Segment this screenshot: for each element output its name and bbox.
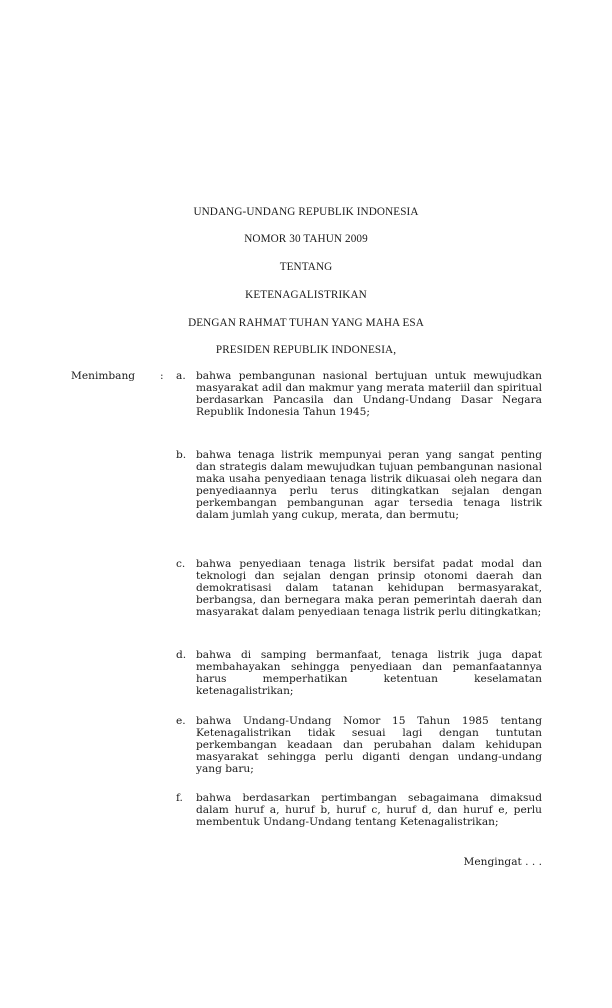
- law-subject: KETENAGALISTRIKAN: [245, 289, 367, 301]
- invocation: DENGAN RAHMAT TUHAN YANG MAHA ESA: [188, 317, 424, 329]
- item-letter: d.: [176, 649, 187, 661]
- section-colon: :: [160, 370, 164, 382]
- consideration-item: [176, 370, 542, 418]
- item-text: bahwa berdasarkan pertimbangan sebagaimana dimaksud dalam huruf a, huruf b, huruf c, huruf d, dan huruf e, perlu membentuk Undang-Undang tentang Ketenagalistrikan;: [196, 792, 542, 828]
- consideration-item: [176, 715, 542, 775]
- item-text: bahwa pembangunan nasional bertujuan untuk mewujudkan masyarakat adil dan makmur yang merata materiil dan spiritual berdasarkan Pancasila dan Undang-Undang Dasar Negara Republik Indonesia Tahun 1945;: [196, 370, 542, 418]
- consideration-item: [176, 649, 542, 697]
- continuation-marker: Mengingat . . .: [463, 856, 542, 868]
- consideration-item: [176, 449, 542, 521]
- law-number: NOMOR 30 TAHUN 2009: [244, 233, 368, 245]
- item-letter: c.: [176, 558, 186, 570]
- section-label-menimbang: Menimbang: [71, 370, 136, 382]
- item-text: bahwa Undang-Undang Nomor 15 Tahun 1985 tentang Ketenagalistrikan tidak sesuai lagi dengan tuntutan perkembangan keadaan dan perubahan dalam kehidupan masyarakat sehingga perlu diganti dengan undang-undang yang baru;: [196, 715, 542, 775]
- item-letter: a.: [176, 370, 186, 382]
- item-letter: e.: [176, 715, 186, 727]
- consideration-item: [176, 558, 542, 618]
- law-title: UNDANG-UNDANG REPUBLIK INDONESIA: [193, 206, 419, 218]
- item-text: bahwa tenaga listrik mempunyai peran yang sangat penting dan strategis dalam mewujudkan tujuan pembangunan nasional maka usaha penyediaan tenaga listrik dikuasai oleh negara dan penyediaannya perlu terus ditingkatkan sejalan dengan perkembangan pembangunan agar tersedia tenaga listrik dalam jumlah yang cukup, merata, dan bermutu;: [196, 449, 542, 521]
- item-letter: f.: [176, 792, 183, 804]
- president-heading: PRESIDEN REPUBLIK INDONESIA,: [215, 344, 397, 356]
- law-about: TENTANG: [279, 261, 333, 273]
- item-letter: b.: [176, 449, 187, 461]
- consideration-item: [176, 792, 542, 828]
- item-text: bahwa penyediaan tenaga listrik bersifat padat modal dan teknologi dan sejalan dengan prinsip otonomi daerah dan demokratisasi dalam tatanan kehidupan bermasyarakat, berbangsa, dan bernegara maka peran pemerintah daerah dan masyarakat dalam penyediaan tenaga listrik perlu ditingkatkan;: [196, 558, 542, 618]
- item-text: bahwa di samping bermanfaat, tenaga listrik juga dapat membahayakan sehingga penyediaan dan pemanfaatannya harus memperhatikan ketentuan keselamatan ketenagalistrikan;: [196, 649, 542, 697]
